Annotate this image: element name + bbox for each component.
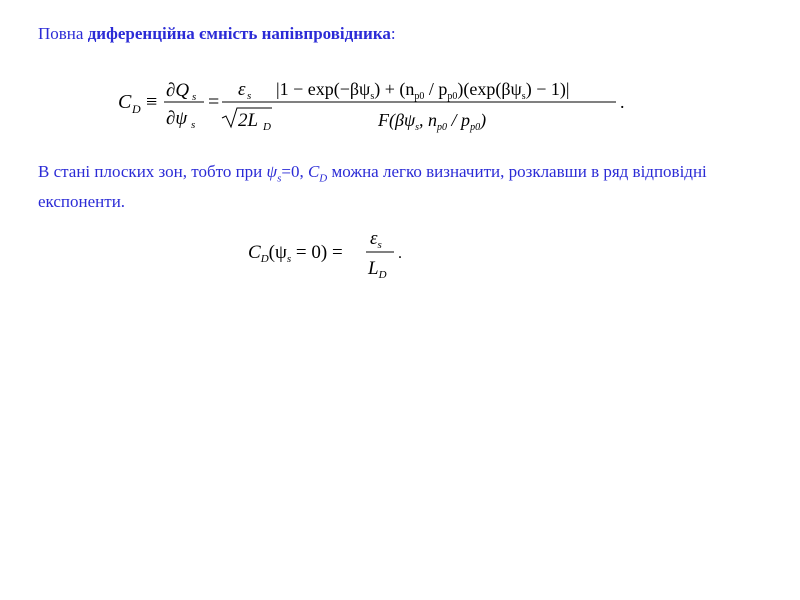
p2-cd: C [307,162,320,181]
f2-period: . [398,245,402,262]
formula-flat-band-capacitance [246,226,426,282]
f1-period: . [620,92,625,112]
f1-eps-sub: s [247,90,252,102]
flat-band-paragraph [38,160,758,213]
intro-line [38,24,396,44]
f1-dQ: ∂Q [166,80,190,101]
f1-sqrt2L: 2L [238,110,259,131]
p2-text1: В стані плоских зон, тобто при [38,162,267,181]
intro-bold-term: диференційна ємність напівпровідника [87,24,391,43]
formula-differential-capacitance [116,68,636,134]
f1-dpsi-sub: s [191,119,196,131]
f1-eps: ε [238,79,246,100]
p2-text2: =0, [281,162,308,181]
intro-prefix: Повна [38,24,88,43]
p2-psi: ψ [266,162,278,181]
p2-text3: можна легко визначити, розклавши в ряд відповідні експоненти. [38,162,707,212]
intro-suffix: : [390,24,396,43]
f1-lhs-sub: D [132,102,141,116]
f1-eq: = [208,91,220,113]
f2-L: $L_D$ [368,258,387,281]
p2-psi-sub: s [277,172,282,185]
f1-numerator: $|1 - \exp(-\beta\psi_s) + (n_{p0} / p_{p0})(\exp(\beta\psi_s) - 1)|$ [276,79,570,102]
p2-cd-sub: D [319,172,328,185]
f1-equiv: ≡ [146,91,158,113]
f2-eps: $\varepsilon_s$ [370,228,382,251]
f1-denominator: $F(\beta\psi_s$, $n_{p0} / p_{p0}$) [378,110,487,133]
f1-dQ-sub: s [192,91,197,103]
f2-lhs: $C_D(\psi_s = 0)$ = [248,242,343,265]
f1-dpsi: ∂ψ [166,108,188,129]
f1-lhs: C [118,91,132,113]
f1-sqrt2L-sub: D [263,121,271,133]
